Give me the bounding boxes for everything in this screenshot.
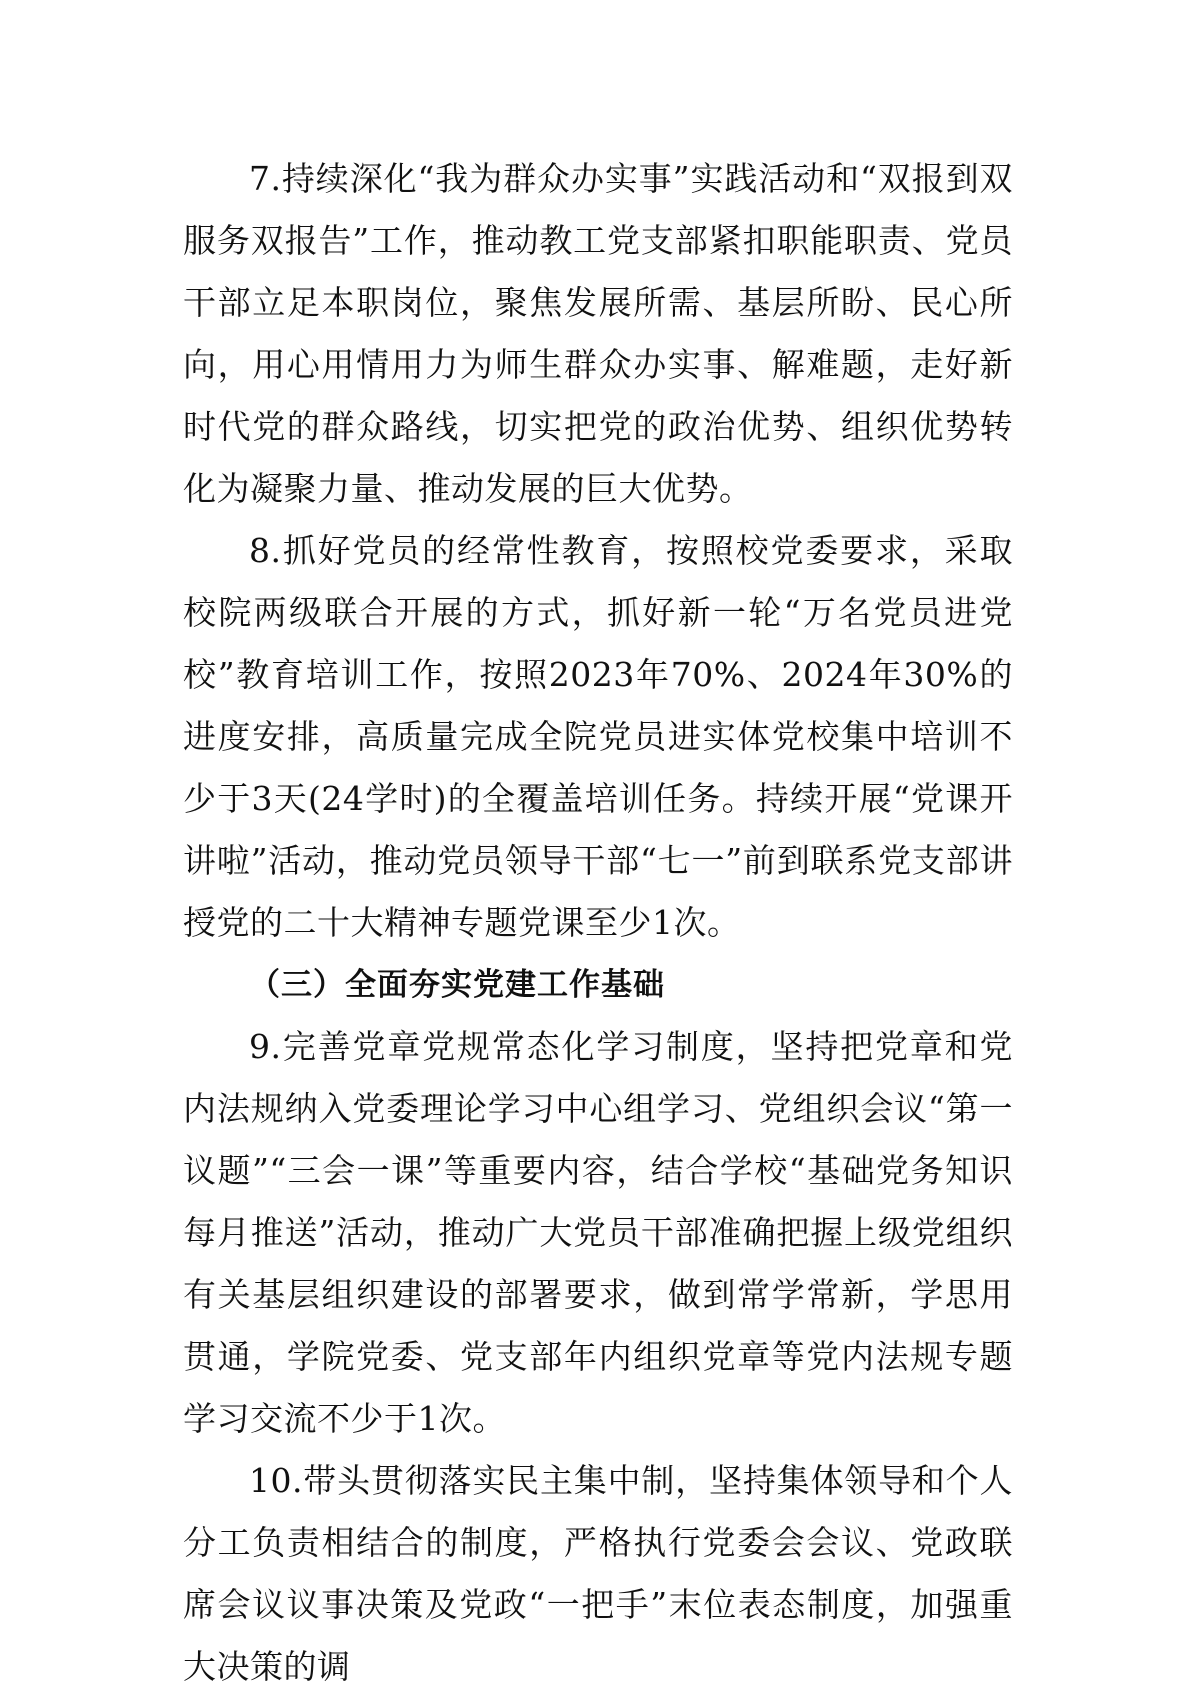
document-body [183, 148, 1013, 1698]
paragraph-9: 9.完善党章党规常态化学习制度，坚持把党章和党内法规纳入党委理论学习中心组学习、党组织会议“第一议题”“三会一课”等重要内容，结合学校“基础党务知识每月推送”活动，推动广大党员干部准确把握上级党组织有关基层组织建设的部署要求，做到常学常新，学思用贯通，学院党委、党支部年内组织党章等党内法规专题学习交流不少于1次。 [183, 1027, 1013, 1438]
paragraph-7: 7.持续深化“我为群众办实事”实践活动和“双报到双服务双报告”工作，推动教工党支部紧扣职能职责、党员干部立足本职岗位，聚焦发展所需、基层所盼、民心所向，用心用情用力为师生群众办实事、解难题，走好新时代党的群众路线，切实把党的政治优势、组织优势转化为凝聚力量、推动发展的巨大优势。 [183, 159, 1013, 508]
section-heading-3: （三）全面夯实党建工作基础 [249, 967, 665, 1003]
paragraph-8: 8.抓好党员的经常性教育，按照校党委要求，采取校院两级联合开展的方式，抓好新一轮“万名党员进党校”教育培训工作，按照2023年70%、2024年30%的进度安排，高质量完成全院党员进实体党校集中培训不少于3天(24学时)的全覆盖培训任务。持续开展“党课开讲啦”活动，推动党员领导干部“七一”前到联系党支部讲授党的二十大精神专题党课至少1次。 [183, 531, 1013, 942]
paragraph-10: 10.带头贯彻落实民主集中制，坚持集体领导和个人分工负责相结合的制度，严格执行党委会会议、党政联席会议议事决策及党政“一把手”末位表态制度，加强重大决策的调 [183, 1461, 1013, 1686]
